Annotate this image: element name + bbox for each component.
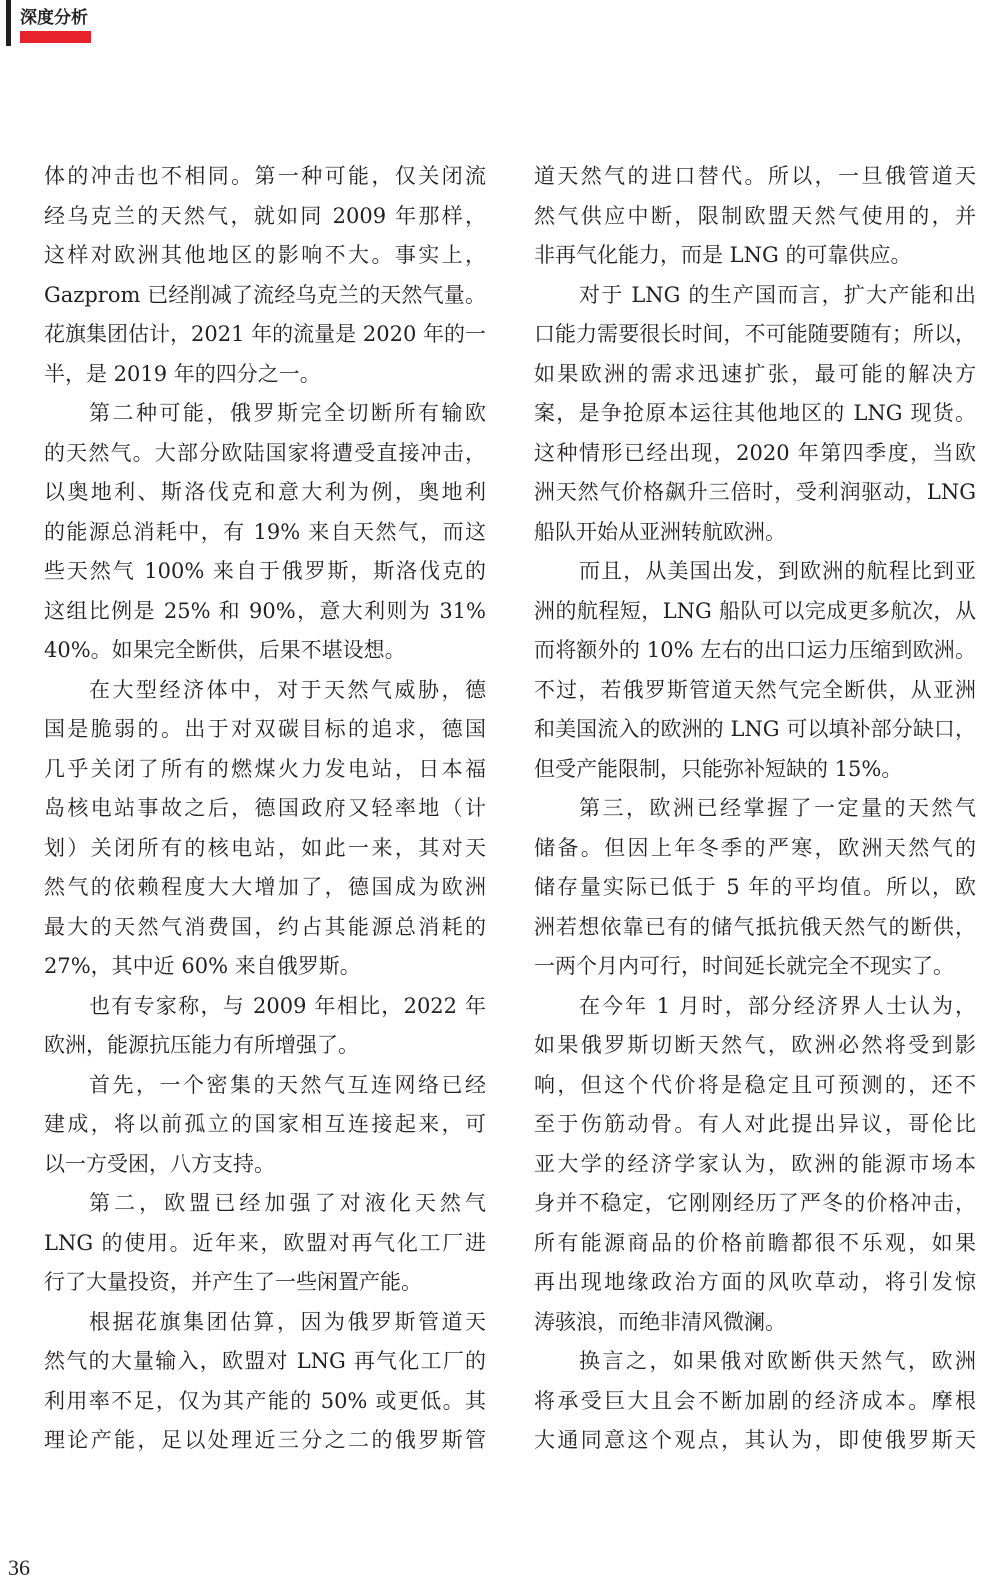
text-line: 这组比例是 25% 和 90%，意大利则为 31% (44, 598, 486, 623)
text-line: 半，是 2019 年的四分之一。 (44, 361, 321, 386)
text-line: 将承受巨大且会不断加剧的经济成本。摩根 (534, 1388, 976, 1413)
text-line: 再出现地缘政治方面的风吹草动，将引发惊 (534, 1270, 976, 1294)
text-line: 然气供应中断，限制欧盟天然气使用的，并 (534, 203, 976, 228)
text-line: 体的冲击也不相同。第一种可能，仅关闭流 (44, 164, 486, 188)
paragraph (534, 552, 976, 789)
paragraph (44, 394, 486, 671)
text-line: 第三，欧洲已经掌握了一定量的天然气 (579, 796, 976, 820)
text-line: 储备。但因上年冬季的严寒，欧洲天然气的 (534, 835, 976, 860)
text-line: 这样对欧洲其他地区的影响不大。事实上， (44, 243, 486, 267)
text-line: 利用率不足，仅为其产能的 50% 或更低。其 (44, 1388, 486, 1413)
text-line: 响，但这个代价将是稳定且可预测的，还不 (534, 1072, 976, 1097)
text-line: 这种情形已经出现，2020 年第四季度，当欧 (534, 440, 976, 465)
text-line: 口能力需要很长时间，不可能随要随有；所以， (534, 322, 976, 346)
text-line: 而将额外的 10% 左右的出口运力压缩到欧洲。 (534, 638, 976, 662)
paragraph (534, 789, 976, 987)
text-line: 27%，其中近 60% 来自俄罗斯。 (44, 954, 361, 978)
paragraph (44, 987, 486, 1066)
text-line: 建成，将以前孤立的国家相互连接起来，可 (44, 1112, 486, 1136)
text-line: 至于伤筋动骨。有人对此提出异议，哥伦比 (534, 1112, 976, 1136)
article-column-right (534, 157, 976, 1461)
paragraph (534, 157, 976, 276)
text-line: 理论产能，足以处理近三分之二的俄罗斯管 (44, 1428, 486, 1452)
text-line: 如果欧洲的需求迅速扩张，最可能的解决方 (534, 361, 976, 386)
text-line: 涛骇浪，而绝非清风微澜。 (534, 1309, 786, 1334)
page-number: 36 (8, 1555, 30, 1580)
text-line: 案，是争抢原本运往其他地区的 LNG 现货。 (534, 401, 976, 425)
text-line: 的能源总消耗中，有 19% 来自天然气，而这 (44, 519, 486, 544)
paragraph (534, 276, 976, 553)
text-line: 根据花旗集团估算，因为俄罗斯管道天 (89, 1309, 486, 1334)
text-line: 第二，欧盟已经加强了对液化天然气 (89, 1191, 486, 1215)
paragraph (534, 987, 976, 1343)
text-line: 划）关闭所有的核电站，如此一来，其对天 (44, 835, 486, 860)
paragraph (534, 1342, 976, 1461)
text-line: LNG 的使用。近年来，欧盟对再气化工厂进 (44, 1230, 486, 1255)
text-line: 欧洲，能源抗压能力有所增强了。 (44, 1033, 359, 1057)
text-line: 换言之，如果俄对欧断供天然气，欧洲 (579, 1349, 976, 1373)
text-line: 对于 LNG 的生产国而言，扩大产能和出 (579, 282, 976, 307)
text-line: 以奥地利、斯洛伐克和意大利为例，奥地利 (44, 480, 486, 504)
paragraph (44, 1184, 486, 1303)
text-line: 最大的天然气消费国，约占其能源总消耗的 (44, 914, 486, 939)
text-line: 行了大量投资，并产生了一些闲置产能。 (44, 1270, 422, 1294)
text-line: Gazprom 已经削减了流经乌克兰的天然气量。 (44, 282, 486, 307)
text-line: 但受产能限制，只能弥补短缺的 15%。 (534, 756, 903, 781)
text-line: 洲天然气价格飙升三倍时，受利润驱动，LNG (534, 480, 976, 504)
paragraph (44, 1303, 486, 1461)
text-line: 经乌克兰的天然气，就如同 2009 年那样， (44, 203, 486, 228)
text-line: 道天然气的进口替代。所以，一旦俄管道天 (534, 164, 976, 188)
text-line: 和美国流入的欧洲的 LNG 可以填补部分缺口， (534, 717, 976, 741)
text-line: 储存量实际已低于 5 年的平均值。所以，欧 (534, 875, 976, 899)
article-column-left (44, 157, 486, 1461)
text-line: 洲的航程短，LNG 船队可以完成更多航次，从 (534, 598, 976, 623)
text-line: 大通同意这个观点，其认为，即使俄罗斯天 (534, 1428, 976, 1452)
text-line: 在今年 1 月时，部分经济界人士认为， (579, 993, 976, 1018)
text-line: 亚大学的经济学家认为，欧洲的能源市场本 (534, 1151, 976, 1176)
text-line: 几乎关闭了所有的燃煤火力发电站，日本福 (44, 756, 486, 781)
paragraph (44, 671, 486, 987)
text-line: 首先，一个密集的天然气互连网络已经 (89, 1072, 486, 1097)
text-line: 身并不稳定，它刚刚经历了严冬的价格冲击， (534, 1191, 976, 1215)
text-line: 以一方受困，八方支持。 (44, 1151, 275, 1176)
text-line: 不过，若俄罗斯管道天然气完全断供，从亚洲 (534, 677, 976, 702)
text-line: 然气的大量输入，欧盟对 LNG 再气化工厂的 (44, 1349, 486, 1373)
text-line: 船队开始从亚洲转航欧洲。 (534, 519, 786, 544)
section-label: 深度分析 (20, 8, 88, 28)
paragraph (44, 1066, 486, 1185)
text-line: 40%。如果完全断供，后果不堪设想。 (44, 638, 406, 662)
text-line: 国是脆弱的。出于对双碳目标的追求，德国 (44, 717, 486, 741)
text-line: 在大型经济体中，对于天然气威胁，德 (89, 677, 486, 702)
text-line: 岛核电站事故之后，德国政府又轻率地（计 (44, 796, 486, 820)
text-line: 然气的依赖程度大大增加了，德国成为欧洲 (44, 875, 486, 899)
text-line: 第二种可能，俄罗斯完全切断所有输欧 (89, 401, 486, 425)
text-line: 洲若想依靠已有的储气抵抗俄天然气的断供， (534, 914, 976, 939)
paragraph (44, 157, 486, 394)
text-line: 一两个月内可行，时间延长就完全不现实了。 (534, 954, 954, 978)
text-line: 的天然气。大部分欧陆国家将遭受直接冲击， (44, 440, 486, 465)
text-line: 花旗集团估计，2021 年的流量是 2020 年的一 (44, 322, 486, 346)
text-line: 所有能源商品的价格前瞻都很不乐观，如果 (534, 1230, 976, 1255)
text-line: 些天然气 100% 来自于俄罗斯，斯洛伐克的 (44, 559, 486, 583)
text-line: 也有专家称，与 2009 年相比，2022 年 (89, 993, 486, 1018)
text-line: 如果俄罗斯切断天然气，欧洲必然将受到影 (534, 1033, 976, 1057)
text-line: 而且，从美国出发，到欧洲的航程比到亚 (579, 559, 976, 583)
text-line: 非再气化能力，而是 LNG 的可靠供应。 (534, 243, 912, 267)
